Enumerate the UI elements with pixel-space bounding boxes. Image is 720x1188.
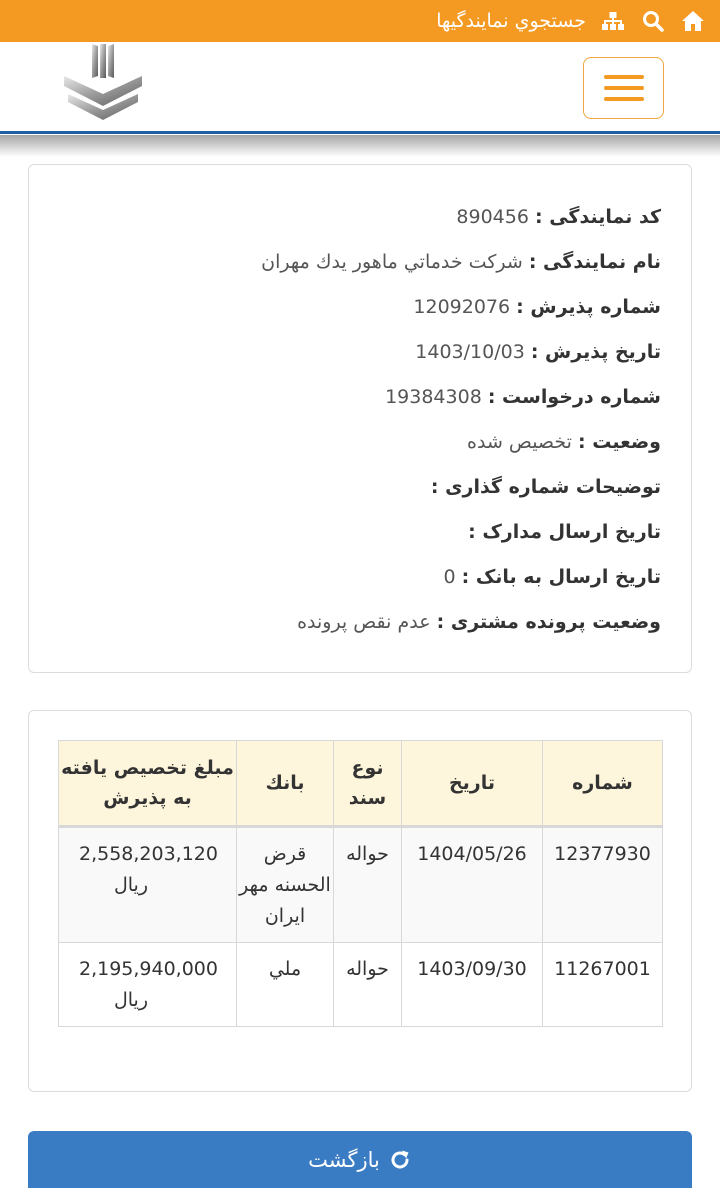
sitemap-icon[interactable]	[600, 8, 626, 34]
info-label: تاریخ ارسال به بانک :	[461, 566, 661, 588]
info-label: وضعیت :	[578, 431, 661, 453]
menu-bar-icon	[604, 75, 644, 79]
info-value: 0	[443, 566, 456, 588]
cell-number: 11267001	[543, 943, 663, 1027]
column-header-doc-type: نوع سند	[334, 741, 402, 827]
info-value: 12092076	[413, 296, 511, 318]
info-label: توضیحات شماره گذاری :	[430, 476, 661, 498]
cell-date: 1404/05/26	[402, 827, 543, 943]
info-row-numbering-notes	[431, 475, 661, 499]
search-icon[interactable]	[640, 8, 666, 34]
cell-date: 1403/09/30	[402, 943, 543, 1027]
cell-doc-type: حواله	[334, 943, 402, 1027]
menu-bar-icon	[604, 97, 644, 101]
info-row-acceptance-date	[415, 340, 661, 364]
info-row-dealer-code	[456, 205, 661, 229]
info-label: تاریخ پذیرش :	[530, 341, 661, 363]
back-button-label: بازگشت	[308, 1148, 380, 1172]
info-value: 19384308	[385, 386, 482, 408]
dealer-search-link[interactable]: جستجوي نمايندگيها	[436, 10, 586, 32]
cell-number: 12377930	[543, 827, 663, 943]
amount-currency: ريال	[113, 989, 148, 1011]
info-row-file-status	[297, 610, 661, 634]
table-row	[59, 943, 663, 1027]
info-row-documents-sent-date	[468, 520, 661, 544]
saipa-logo-icon	[58, 42, 148, 122]
info-value: 890456	[456, 206, 529, 228]
info-row-bank-sent-date	[443, 565, 661, 589]
hamburger-menu-button[interactable]	[583, 57, 664, 119]
column-header-bank: بانك	[237, 741, 334, 827]
header	[0, 42, 720, 134]
refresh-icon	[388, 1148, 412, 1172]
info-row-dealer-name	[261, 250, 661, 274]
info-label: نام نمایندگی :	[528, 251, 661, 273]
cell-amount	[59, 827, 237, 943]
header-shadow	[0, 135, 720, 157]
column-header-amount: مبلغ تخصیص یافته به پذیرش	[59, 741, 237, 827]
cell-bank: قرض الحسنه مهر ايران	[237, 827, 334, 943]
info-row-acceptance-number	[413, 295, 661, 319]
info-label: وضعیت پرونده مشتری :	[436, 611, 661, 633]
info-value: عدم نقص پرونده	[297, 611, 431, 633]
info-value: تخصیص شده	[467, 431, 572, 453]
table-row	[59, 827, 663, 943]
info-row-request-number	[385, 385, 661, 409]
cell-bank: ملي	[237, 943, 334, 1027]
back-button[interactable]	[28, 1131, 692, 1188]
dealer-info-card	[28, 164, 692, 673]
amount-value: 2,195,940,000	[78, 958, 218, 980]
amount-currency: ريال	[113, 874, 148, 896]
menu-bar-icon	[604, 86, 644, 90]
allocation-table-card	[28, 710, 692, 1092]
top-bar	[0, 0, 720, 42]
home-icon[interactable]	[680, 8, 706, 34]
column-header-date: تاریخ	[402, 741, 543, 827]
info-row-status	[467, 430, 661, 454]
info-label: شماره پذیرش :	[516, 296, 661, 318]
info-value: شرکت خدماتي ماهور يدك مهران	[261, 251, 523, 273]
allocation-table	[58, 740, 663, 1027]
amount-value: 2,558,203,120	[78, 843, 218, 865]
info-label: شماره درخواست :	[487, 386, 661, 408]
info-label: تاریخ ارسال مدارک :	[468, 521, 661, 543]
info-label: کد نمایندگی :	[535, 206, 661, 228]
cell-doc-type: حواله	[334, 827, 402, 943]
column-header-number: شماره	[543, 741, 663, 827]
table-header-row	[59, 741, 663, 827]
info-value: 1403/10/03	[415, 341, 525, 363]
cell-amount	[59, 943, 237, 1027]
